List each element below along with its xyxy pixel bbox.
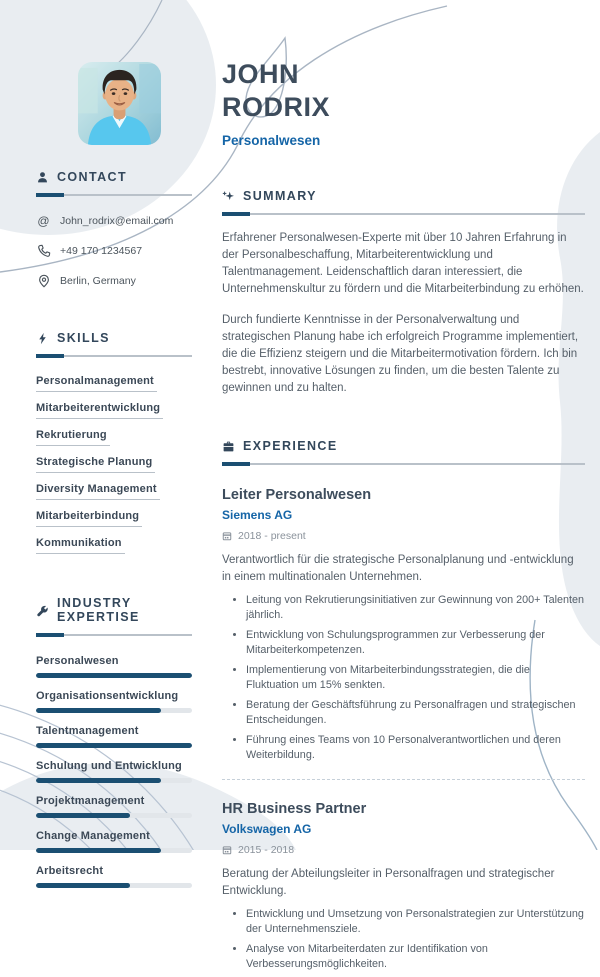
skill-item: Personalmanagement: [36, 375, 157, 392]
job-bullet-list: [246, 907, 585, 971]
progress-fill: [36, 673, 192, 678]
expertise-item: [36, 725, 192, 748]
experience-entry: [222, 487, 585, 762]
section-divider: [36, 354, 192, 358]
expertise-label: Personalwesen: [36, 655, 119, 667]
experience-heading: EXPERIENCE: [243, 439, 338, 453]
section-divider: [222, 212, 585, 216]
expertise-header: [36, 596, 192, 624]
expertise-label: Talentmanagement: [36, 725, 139, 737]
expertise-label: Organisationsentwicklung: [36, 690, 179, 702]
job-period: [222, 530, 585, 542]
job-period: [222, 844, 585, 856]
experience-section: [222, 439, 585, 971]
job-bullet: • Leitung von Rekrutierungsinitiativen zur Gewinnung von 200+ Talenten jährlich.: [246, 593, 585, 622]
job-title: Leiter Personalwesen: [222, 487, 372, 503]
expertise-label: Projektmanagement: [36, 795, 145, 807]
lightning-bolt-icon: [36, 332, 49, 345]
email-value: John_rodrix@email.com: [60, 214, 174, 227]
progress-fill: [36, 883, 130, 888]
progress-fill: [36, 813, 130, 818]
main-column: [222, 58, 585, 977]
phone-value: +49 170 1234567: [60, 244, 143, 257]
skill-item: Strategische Planung: [36, 456, 155, 473]
first-name: JOHN: [222, 59, 300, 89]
skills-heading: SKILLS: [57, 331, 110, 345]
job-bullet: • Analyse von Mitarbeiterdaten zur Identifikation von Verbesserungsmöglichkeiten.: [246, 942, 585, 971]
progress-track: [36, 778, 192, 783]
expertise-label: Arbeitsrecht: [36, 865, 104, 877]
location-value: Berlin, Germany: [60, 274, 136, 287]
skill-item: Mitarbeiterbindung: [36, 510, 142, 527]
progress-track: [36, 883, 192, 888]
job-bullet: • Beratung der Geschäftsführung zu Personalfragen und strategischen Entscheidungen.: [246, 698, 585, 727]
section-divider: [36, 193, 192, 197]
job-description: Verantwortlich für die strategische Personalplanung und -entwicklung in einem multinationalen Unternehmen.: [222, 554, 574, 583]
expertise-item: [36, 865, 192, 888]
job-bullet-list: [246, 593, 585, 762]
summary-header: [222, 189, 585, 203]
section-divider: [36, 633, 192, 637]
summary-section: [222, 189, 585, 397]
profession-title: Personalwesen: [222, 133, 321, 148]
briefcase-icon: [222, 440, 235, 453]
job-bullet: • Implementierung von Mitarbeiterbindungsstrategien, die die Fluktuation um 15% senkten.: [246, 663, 585, 692]
period-text: 2018 - present: [238, 530, 306, 542]
expertise-item: [36, 655, 192, 678]
skill-item: Rekrutierung: [36, 429, 110, 446]
expertise-heading: INDUSTRY EXPERTISE: [57, 596, 140, 624]
job-bullet: • Führung eines Teams von 10 Personalverantwortlichen und deren Weiterbildung.: [246, 733, 585, 762]
person-icon: [36, 171, 49, 184]
skill-item: Mitarbeiterentwicklung: [36, 402, 163, 419]
expertise-label: Change Management: [36, 830, 151, 842]
expertise-list: [36, 655, 192, 888]
expertise-item: [36, 760, 192, 783]
period-text: 2015 - 2018: [238, 844, 295, 856]
progress-fill: [36, 708, 161, 713]
company-name: Volkswagen AG: [222, 822, 312, 836]
contact-item-email[interactable]: [36, 213, 192, 228]
contact-heading: CONTACT: [57, 170, 127, 184]
sidebar: [36, 170, 192, 900]
progress-track: [36, 743, 192, 748]
experience-header: [222, 439, 585, 453]
progress-track: [36, 673, 192, 678]
person-name: [222, 58, 585, 124]
summary-paragraph: Durch fundierte Kenntnisse in der Personalverwaltung und strategischen Planung habe ich erfolgreich Programme implementiert, die die Effizienz steigern und die Mitarbeitermotivation fördern. Ich bin bestrebt, innovative Lösungen zu finden, um die besten Talente zu gewinnen und zu halten.: [222, 314, 579, 394]
job-bullet: • Entwicklung von Schulungsprogrammen zur Verbesserung der Mitarbeiterkompetenzen.: [246, 628, 585, 657]
job-separator: [222, 779, 585, 780]
contact-header: [36, 170, 192, 184]
progress-track: [36, 848, 192, 853]
skills-header: [36, 331, 192, 345]
profile-photo: [78, 62, 161, 145]
expertise-section: [36, 596, 192, 888]
progress-fill: [36, 848, 161, 853]
wrench-icon: [36, 604, 49, 617]
sparkle-icon: [222, 190, 235, 203]
calendar-icon: [222, 531, 232, 541]
contact-item-location: [36, 273, 192, 288]
job-title: HR Business Partner: [222, 801, 367, 817]
job-bullet: • Entwicklung und Umsetzung von Personalstrategien zur Unterstützung der Unternehmensziele.: [246, 907, 585, 936]
profile-photo-illustration: [78, 62, 161, 145]
summary-paragraph: Erfahrener Personalwesen-Experte mit über 10 Jahren Erfahrung in der Personalbeschaffung, Mitarbeiterentwicklung und Talentmanagement. Leidenschaftlich daran interessiert, die Unternehmenskultur zu fördern und die Mitarbeiterbindung zu erhöhen.: [222, 232, 584, 295]
expertise-item: [36, 690, 192, 713]
calendar-icon: [222, 845, 232, 855]
skill-item: Kommunikation: [36, 537, 125, 554]
progress-track: [36, 813, 192, 818]
contact-list: [36, 213, 192, 288]
contact-item-phone: [36, 243, 192, 258]
skill-item: Diversity Management: [36, 483, 160, 500]
contact-section: [36, 170, 192, 288]
location-pin-icon: [36, 273, 51, 288]
at-icon: @: [37, 213, 50, 228]
phone-icon: [36, 243, 51, 258]
last-name: RODRIX: [222, 92, 331, 122]
job-description: Beratung der Abteilungsleiter in Personalfragen und strategischer Entwicklung.: [222, 868, 555, 897]
experience-entry: [222, 801, 585, 971]
skills-list: [36, 375, 192, 554]
progress-track: [36, 708, 192, 713]
expertise-item: [36, 795, 192, 818]
summary-heading: SUMMARY: [243, 189, 317, 203]
skills-section: [36, 331, 192, 554]
expertise-label: Schulung und Entwicklung: [36, 760, 182, 772]
progress-fill: [36, 778, 161, 783]
section-divider: [222, 462, 585, 466]
progress-fill: [36, 743, 192, 748]
company-name: Siemens AG: [222, 508, 293, 522]
